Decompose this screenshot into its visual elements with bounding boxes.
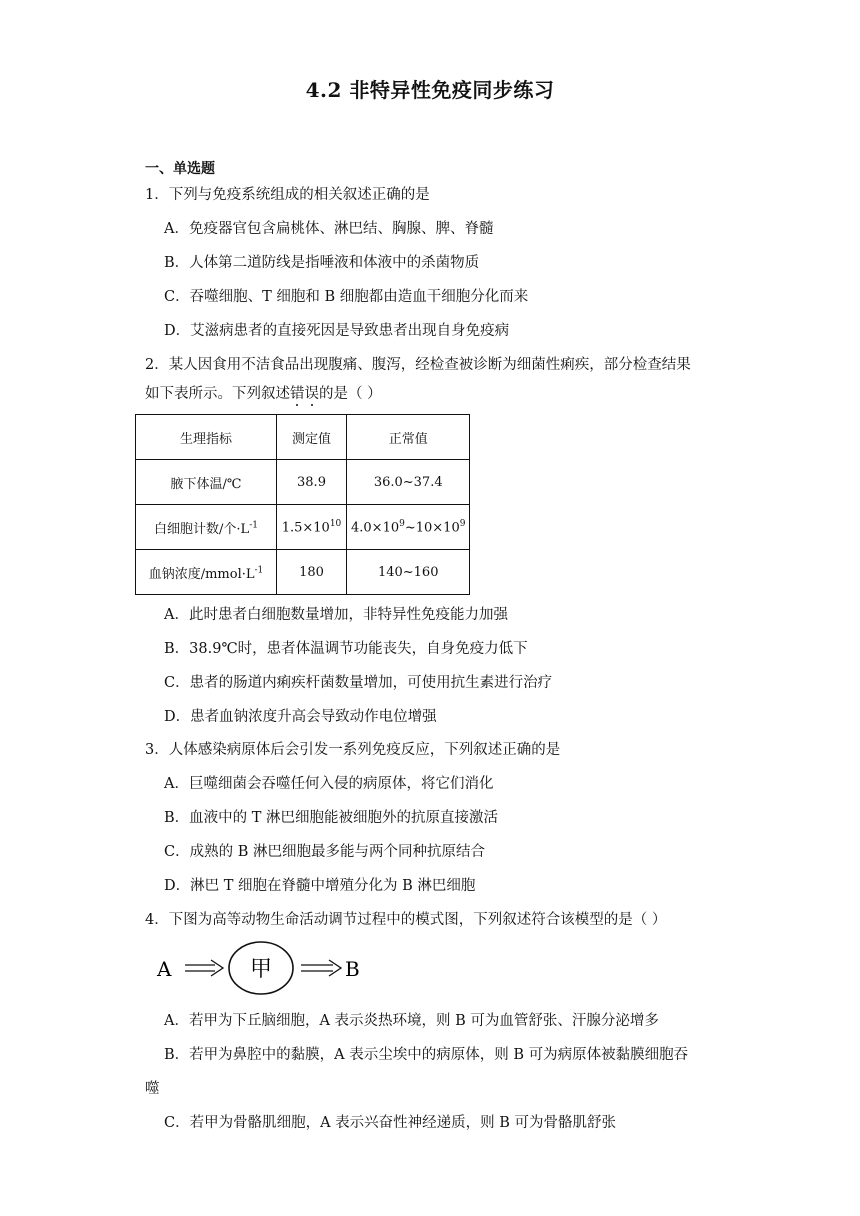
- table-cell: $1.5\times 10^{10}$: [277, 505, 347, 550]
- table-row: [136, 505, 470, 550]
- lab-results-table: [135, 414, 470, 595]
- question-1-option-b: B．人体第二道防线是指唾液和体液中的杀菌物质: [164, 255, 480, 271]
- question-1-stem: 1．下列与免疫系统组成的相关叙述正确的是: [145, 187, 430, 203]
- question-2-stem-line1: 2．某人因食用不洁食品出现腹痛、腹泻，经检查被诊断为细菌性痢疾，部分检查结果: [145, 357, 691, 373]
- table-cell: 180: [277, 550, 347, 595]
- question-3-option-c: C．成熟的 B 淋巴细胞最多能与两个同种抗原结合: [164, 844, 485, 860]
- question-2-option-b: B．38.9℃时，患者体温调节功能丧失，自身免疫力低下: [164, 641, 528, 657]
- question-3-option-a: A．巨噬细菌会吞噬任何入侵的病原体，将它们消化: [164, 776, 494, 792]
- table-header: 正常值: [347, 415, 470, 460]
- arrow-right-icon: [185, 960, 223, 976]
- question-3-option-b: B．血液中的 T 淋巴细胞能被细胞外的抗原直接激活: [164, 810, 499, 826]
- diagram-output-label: B: [345, 957, 360, 981]
- table-cell: 38.9: [277, 460, 347, 505]
- table-cell: 36.0~37.4: [347, 460, 470, 505]
- emphasis-char: 误: [304, 386, 319, 402]
- table-cell: 白细胞计数/个$\cdot L^{-1}$: [136, 505, 277, 550]
- table-header-row: [136, 415, 470, 460]
- section-heading: 一、单选题: [145, 161, 215, 177]
- question-4-option-a: A．若甲为下丘脑细胞，A 表示炎热环境，则 B 可为血管舒张、汗腺分泌增多: [164, 1013, 659, 1029]
- table-row: [136, 460, 470, 505]
- question-1-option-a: A．免疫器官包含扁桃体、淋巴结、胸腺、脾、脊髓: [164, 221, 494, 237]
- emphasis-char: 错: [290, 386, 305, 402]
- table-cell: 腋下体温/℃: [136, 460, 277, 505]
- table-cell: $4.0\times 10^9\sim 10\times 10^9$: [347, 505, 470, 550]
- question-4-option-b: B．若甲为鼻腔中的黏膜，A 表示尘埃中的病原体，则 B 可为病原体被黏膜细胞吞: [164, 1047, 689, 1063]
- table-cell: 140~160: [347, 550, 470, 595]
- arrow-right-icon: [301, 960, 341, 976]
- page-title: 4.2 非特异性免疫同步练习: [305, 78, 555, 102]
- table-row: [136, 550, 470, 595]
- question-4-stem: 4．下图为高等动物生命活动调节过程中的模式图，下列叙述符合该模型的是（ ）: [145, 912, 667, 928]
- question-1-option-d: D．艾滋病患者的直接死因是导致患者出现自身免疫病: [164, 323, 510, 339]
- diagram-center-label: 甲: [249, 957, 273, 982]
- table-header: 测定值: [277, 415, 347, 460]
- question-4-option-b-continued: 噬: [145, 1081, 160, 1097]
- question-4-option-c: C．若甲为骨骼肌细胞，A 表示兴奋性神经递质，则 B 可为骨骼肌舒张: [164, 1115, 617, 1131]
- question-2-stem-line2: 如下表所示。下列叙述错误的是（ ）: [145, 386, 382, 402]
- question-2-option-c: C．患者的肠道内痢疾杆菌数量增加，可使用抗生素进行治疗: [164, 675, 553, 691]
- question-2-option-d: D．患者血钠浓度升高会导致动作电位增强: [164, 709, 437, 725]
- diagram-input-label: A: [157, 957, 172, 981]
- regulation-model-diagram: [155, 940, 375, 1000]
- question-3-option-d: D．淋巴 T 细胞在脊髓中增殖分化为 B 淋巴细胞: [164, 878, 476, 894]
- table-header: 生理指标: [136, 415, 277, 460]
- table-cell: 血钠浓度$/mmol\cdot L^{-1}$: [136, 550, 277, 595]
- question-1-option-c: C．吞噬细胞、T 细胞和 B 细胞都由造血干细胞分化而来: [164, 289, 529, 305]
- question-3-stem: 3．人体感染病原体后会引发一系列免疫反应，下列叙述正确的是: [145, 742, 561, 758]
- question-2-option-a: A．此时患者白细胞数量增加，非特异性免疫能力加强: [164, 607, 508, 623]
